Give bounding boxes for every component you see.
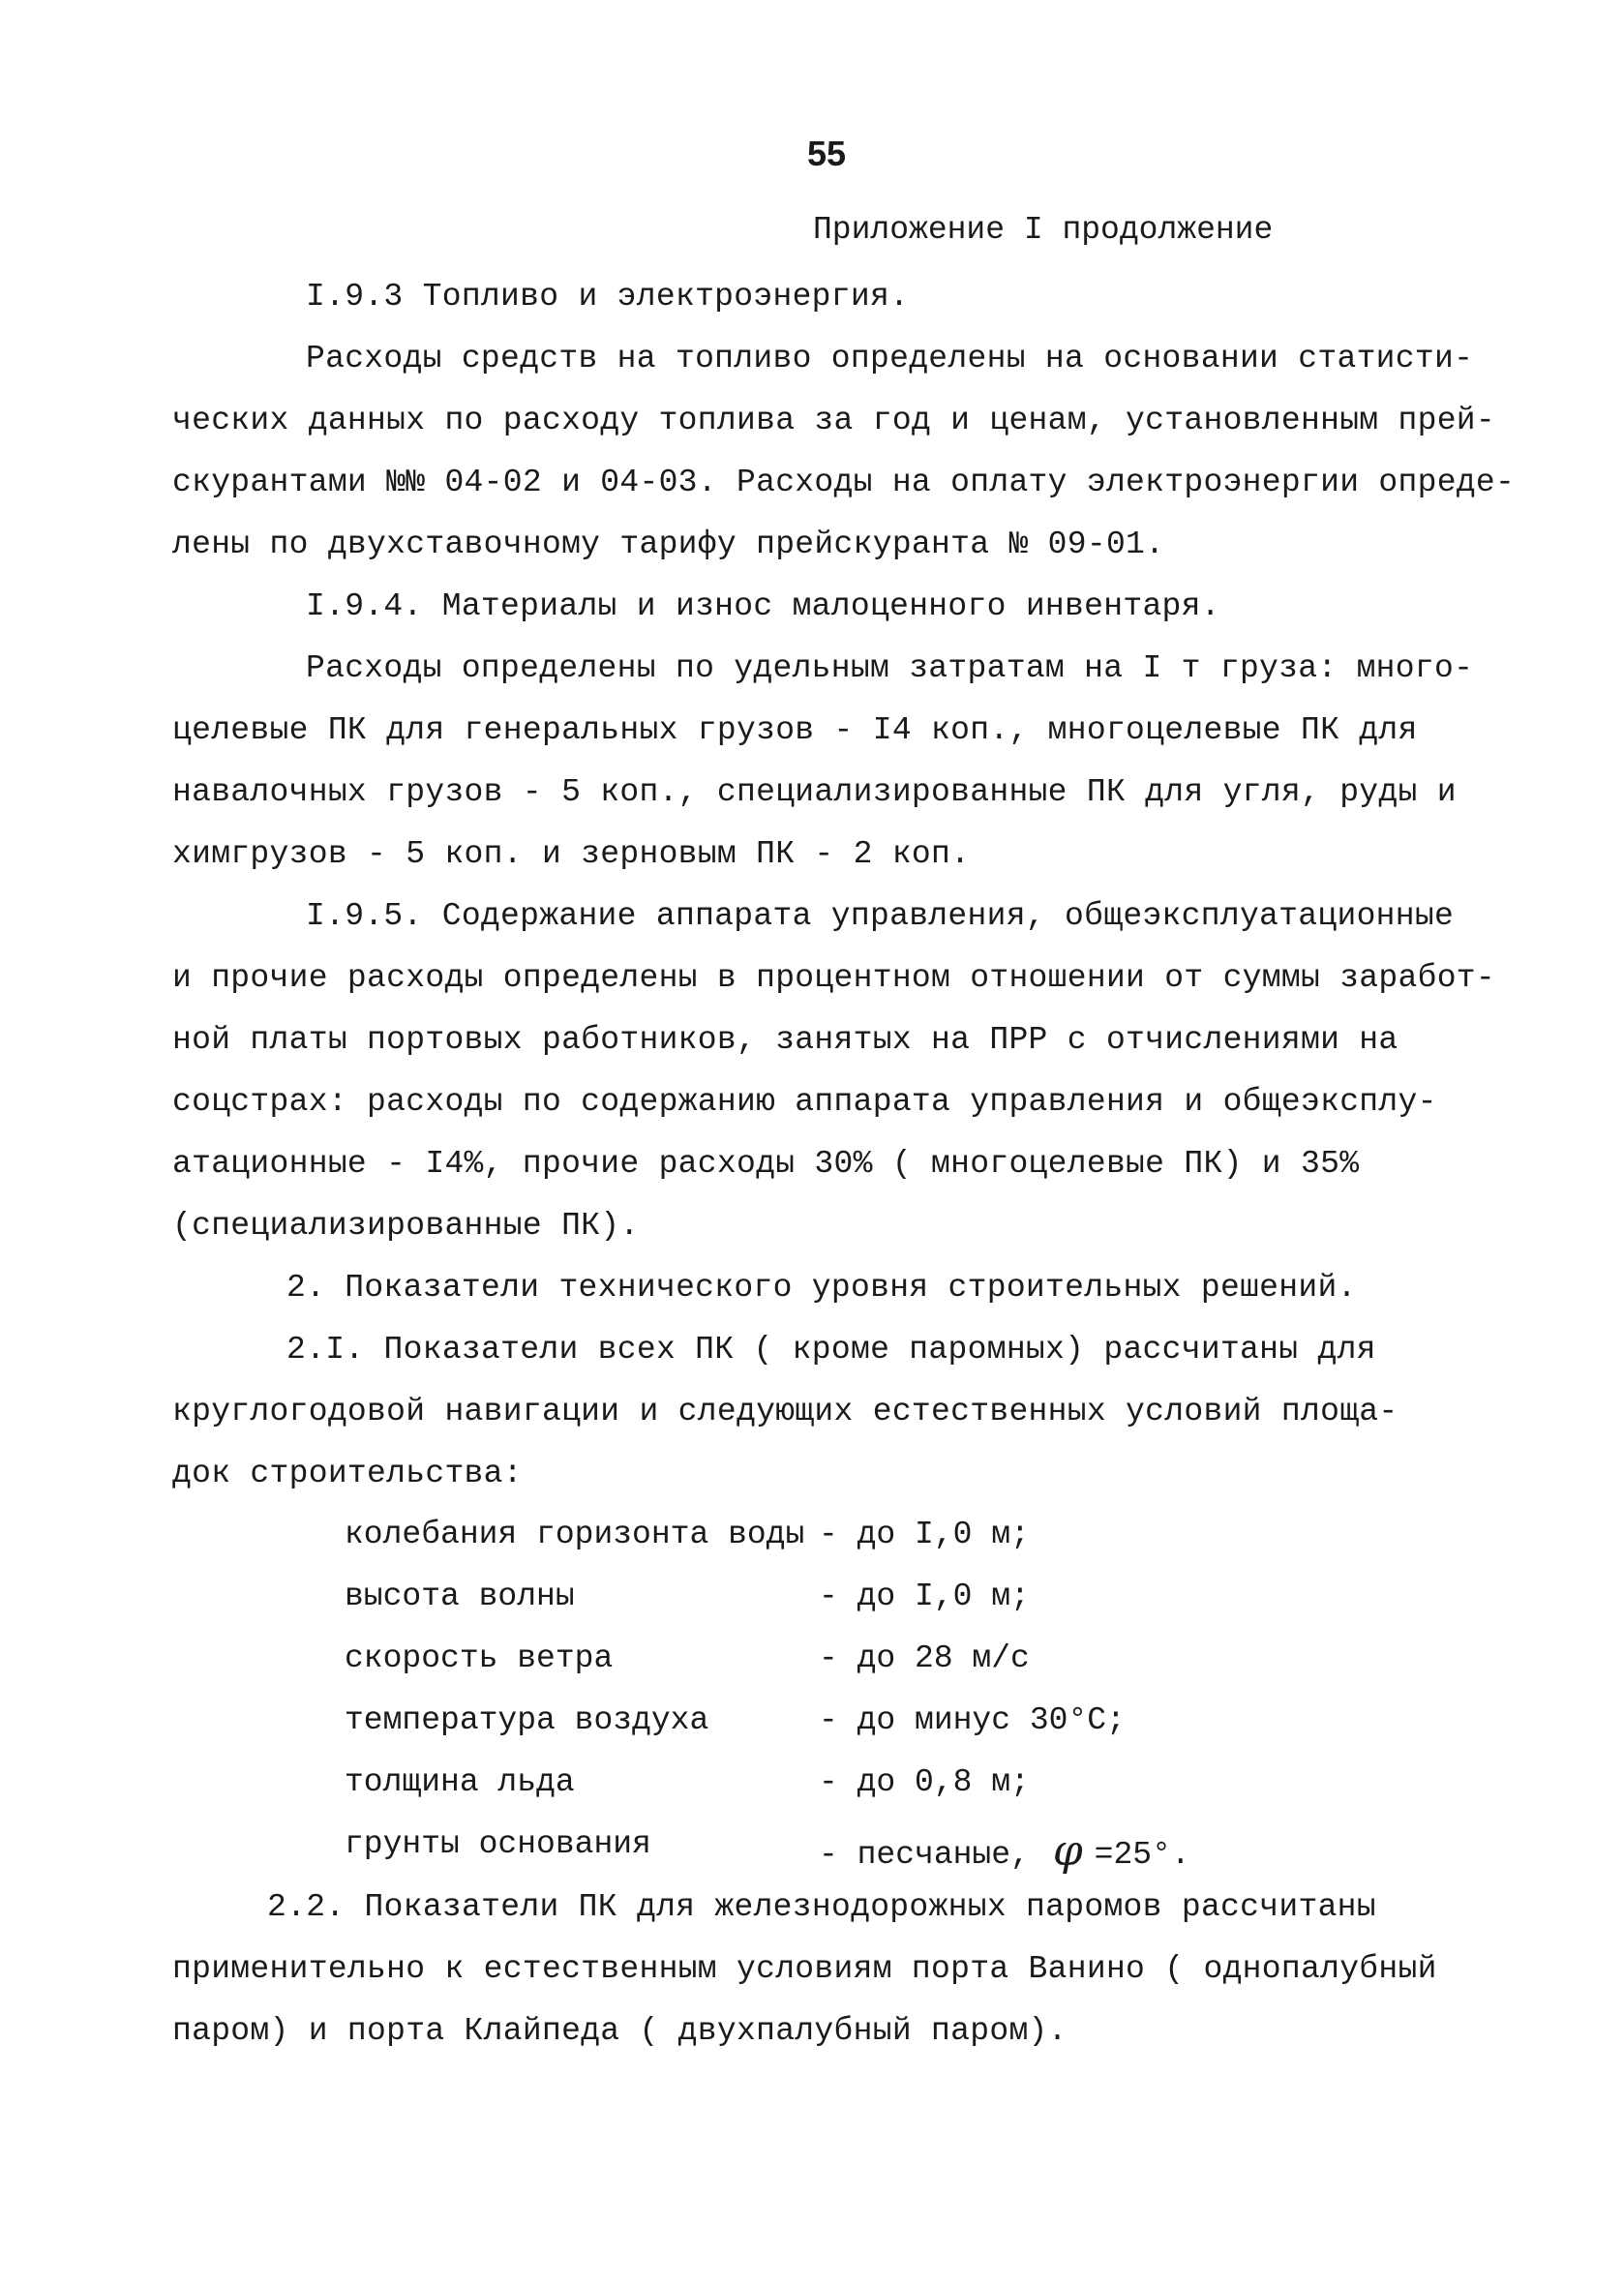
condition-label: высота волны: [345, 1579, 575, 1614]
paragraph-line: и прочие расходы определены в процентном отношении от суммы заработ-: [172, 960, 1496, 996]
appendix-note: Приложение I продолжение: [813, 212, 1274, 248]
paragraph-line: лены по двухставочному тарифу прейскуранта № 09-01.: [172, 526, 1165, 562]
condition-label: колебания горизонта воды: [345, 1517, 805, 1552]
condition-value-prefix: - песчаные,: [819, 1837, 1030, 1873]
condition-value: - до 0,8 м;: [819, 1764, 1030, 1800]
paragraph-line: применительно к естественным условиям порта Ванино ( однопалубный: [172, 1951, 1437, 1987]
paragraph-line: ческих данных по расходу топлива за год и ценам, установленным прей-: [172, 403, 1496, 438]
condition-value: [819, 1826, 1190, 1876]
condition-label: скорость ветра: [345, 1640, 614, 1676]
paragraph-line: (специализированные ПК).: [172, 1208, 640, 1244]
paragraph-line: целевые ПК для генеральных грузов - I4 коп., многоцелевые ПК для: [172, 712, 1418, 748]
paragraph-line: Расходы определены по удельным затратам на I т груза: много-: [306, 650, 1474, 686]
phi-symbol: φ: [1052, 1826, 1083, 1876]
paragraph-line: соцстрах: расходы по содержанию аппарата управления и общеэксплу-: [172, 1084, 1437, 1120]
section-heading-2: 2. Показатели технического уровня строительных решений.: [286, 1270, 1357, 1306]
condition-label: грунты основания: [345, 1826, 651, 1862]
paragraph-line: ной платы портовых работников, занятых на ПРР с отчислениями на: [172, 1022, 1398, 1058]
condition-value-suffix: =25°.: [1094, 1837, 1190, 1873]
condition-value: - до 28 м/с: [819, 1640, 1030, 1676]
paragraph-line: паром) и порта Клайпеда ( двухпалубный паром).: [172, 2013, 1068, 2049]
section-heading-1-9-5: I.9.5. Содержание аппарата управления, общеэксплуатационные: [306, 898, 1455, 934]
section-heading-2-2: 2.2. Показатели ПК для железнодорожных паромов рассчитаны: [267, 1889, 1376, 1925]
condition-value: - до минус 30°С;: [819, 1702, 1126, 1738]
condition-label: температура воздуха: [345, 1702, 709, 1738]
paragraph-line: док строительства:: [172, 1456, 523, 1491]
condition-label: толщина льда: [345, 1764, 575, 1800]
paragraph-line: химгрузов - 5 коп. и зерновым ПК - 2 коп.: [172, 836, 971, 872]
section-heading-1-9-3: I.9.3 Топливо и электроэнергия.: [306, 279, 910, 315]
page-number: 55: [807, 134, 847, 173]
section-heading-2-1: 2.I. Показатели всех ПК ( кроме паромных) рассчитаны для: [286, 1332, 1376, 1368]
paragraph-line: Расходы средств на топливо определены на основании статисти-: [306, 341, 1474, 376]
condition-value: - до I,0 м;: [819, 1579, 1030, 1614]
condition-value: - до I,0 м;: [819, 1517, 1030, 1552]
section-heading-1-9-4: I.9.4. Материалы и износ малоценного инвентаря.: [306, 588, 1220, 624]
paragraph-line: атационные - I4%, прочие расходы 30% ( многоцелевые ПК) и 35%: [172, 1146, 1360, 1182]
paragraph-line: скурантами №№ 04-02 и 04-03. Расходы на оплату электроэнергии опреде-: [172, 465, 1516, 500]
paragraph-line: навалочных грузов - 5 коп., специализированные ПК для угля, руды и: [172, 774, 1457, 810]
paragraph-line: круглогодовой навигации и следующих естественных условий площа-: [172, 1394, 1398, 1429]
